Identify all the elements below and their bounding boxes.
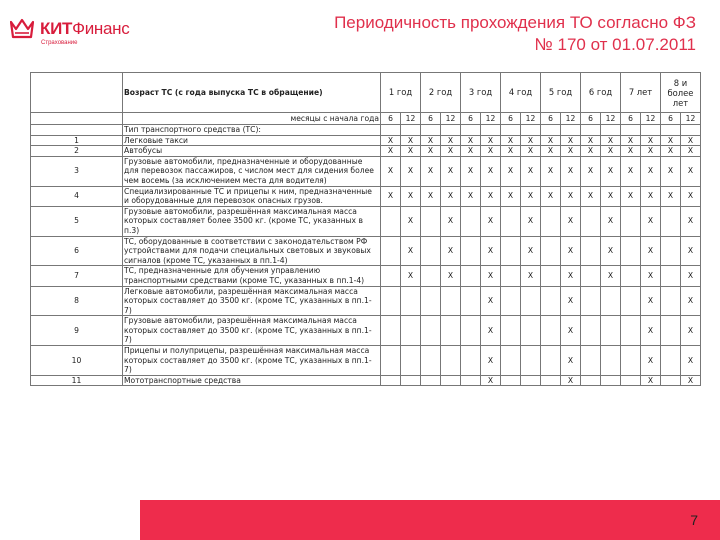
inspection-mark: Х (481, 375, 501, 386)
inspection-mark (581, 286, 601, 316)
inspection-mark (461, 266, 481, 286)
vehicle-type: Грузовые автомобили, разрешённая максимальная масса которых составляет до 3500 кг. (кроме ТС, указанных в пп.1-7) (123, 316, 381, 346)
inspection-mark (541, 286, 561, 316)
age-header: Возраст ТС (с года выпуска ТС в обращение) (123, 73, 381, 113)
inspection-mark: Х (641, 156, 661, 186)
inspection-mark: Х (381, 156, 401, 186)
inspection-mark: Х (501, 186, 521, 206)
inspection-mark (521, 316, 541, 346)
row-number: 4 (31, 186, 123, 206)
mark-cell (381, 125, 401, 136)
inspection-mark (621, 266, 641, 286)
row-number-cell (31, 125, 123, 136)
inspection-mark: Х (541, 135, 561, 146)
inspection-mark: Х (521, 206, 541, 236)
inspection-mark: Х (641, 316, 661, 346)
vehicle-type: Автобусы (123, 146, 381, 157)
inspection-mark (441, 346, 461, 376)
inspection-mark (541, 236, 561, 266)
mark-cell (461, 125, 481, 136)
footer-bar (140, 500, 720, 540)
mark-cell (681, 125, 701, 136)
mark-cell (441, 125, 461, 136)
inspection-mark: Х (641, 186, 661, 206)
title-line-1: Периодичность прохождения ТО согласно ФЗ (334, 13, 696, 32)
inspection-mark: Х (681, 146, 701, 157)
inspection-mark: Х (401, 186, 421, 206)
inspection-mark: Х (601, 236, 621, 266)
mark-cell (641, 125, 661, 136)
year-header: 4 год (501, 73, 541, 113)
page-number: 7 (690, 512, 698, 528)
inspection-mark: Х (381, 146, 401, 157)
inspection-mark (441, 286, 461, 316)
month-header: 12 (441, 113, 461, 125)
inspection-mark (581, 206, 601, 236)
row-number: 8 (31, 286, 123, 316)
inspection-mark: Х (441, 146, 461, 157)
inspection-mark (441, 375, 461, 386)
inspection-mark (441, 316, 461, 346)
mark-cell (561, 125, 581, 136)
inspection-mark: Х (441, 156, 461, 186)
inspection-mark: Х (461, 146, 481, 157)
inspection-mark: Х (601, 206, 621, 236)
inspection-mark: Х (481, 206, 501, 236)
inspection-mark: Х (401, 236, 421, 266)
inspection-mark: Х (381, 135, 401, 146)
inspection-mark (661, 236, 681, 266)
logo-subtitle: Страхование (41, 40, 78, 46)
inspection-mark: Х (681, 236, 701, 266)
inspection-schedule-table-wrapper (30, 72, 700, 492)
inspection-mark (581, 346, 601, 376)
year-header: 1 год (381, 73, 421, 113)
inspection-mark: Х (581, 156, 601, 186)
inspection-mark (621, 206, 641, 236)
inspection-mark (421, 346, 441, 376)
inspection-mark: Х (601, 156, 621, 186)
inspection-mark: Х (481, 316, 501, 346)
inspection-mark: Х (521, 135, 541, 146)
type-header-row (31, 125, 701, 136)
table-row (31, 286, 701, 316)
table-row (31, 266, 701, 286)
inspection-mark (581, 375, 601, 386)
inspection-mark (501, 316, 521, 346)
table-row (31, 316, 701, 346)
inspection-mark: Х (561, 316, 581, 346)
inspection-mark: Х (381, 186, 401, 206)
inspection-mark: Х (561, 135, 581, 146)
inspection-mark (501, 266, 521, 286)
month-header: 6 (381, 113, 401, 125)
inspection-mark: Х (501, 156, 521, 186)
inspection-mark: Х (481, 156, 501, 186)
inspection-mark (381, 286, 401, 316)
inspection-mark: Х (641, 286, 661, 316)
row-number: 6 (31, 236, 123, 266)
inspection-mark (421, 375, 441, 386)
inspection-mark (581, 266, 601, 286)
header-row-years (31, 73, 701, 113)
year-header: 7 лет (621, 73, 661, 113)
inspection-mark (501, 206, 521, 236)
vehicle-type: Грузовые автомобили, предназначенные и оборудованные для перевозок пассажиров, с числом мест для сидения более чем восемь (за исключением места для водителя) (123, 156, 381, 186)
mark-cell (601, 125, 621, 136)
inspection-mark (461, 346, 481, 376)
inspection-mark: Х (601, 266, 621, 286)
month-header: 12 (521, 113, 541, 125)
inspection-mark (461, 316, 481, 346)
inspection-mark: Х (661, 156, 681, 186)
inspection-mark (661, 286, 681, 316)
year-header: 3 год (461, 73, 501, 113)
inspection-mark: Х (441, 206, 461, 236)
inspection-mark: Х (621, 186, 641, 206)
vehicle-type: ТС, предназначенные для обучения управлению транспортными средствами (кроме ТС, указанных в пп.1-4) (123, 266, 381, 286)
inspection-mark (501, 346, 521, 376)
month-header: 6 (661, 113, 681, 125)
inspection-mark: Х (681, 346, 701, 376)
header-blank-cell (31, 73, 123, 113)
inspection-mark: Х (401, 146, 421, 157)
mark-cell (521, 125, 541, 136)
month-header: 6 (461, 113, 481, 125)
inspection-mark (501, 375, 521, 386)
inspection-mark: Х (561, 236, 581, 266)
inspection-mark (581, 236, 601, 266)
inspection-mark: Х (461, 186, 481, 206)
inspection-mark (421, 316, 441, 346)
inspection-mark: Х (401, 266, 421, 286)
mark-cell (661, 125, 681, 136)
inspection-mark (421, 236, 441, 266)
inspection-mark: Х (521, 186, 541, 206)
inspection-mark: Х (501, 146, 521, 157)
inspection-mark (381, 316, 401, 346)
inspection-mark: Х (561, 186, 581, 206)
inspection-mark (381, 346, 401, 376)
company-logo (8, 16, 148, 48)
inspection-mark: Х (641, 146, 661, 157)
header-row-months (31, 113, 701, 125)
inspection-mark: Х (561, 286, 581, 316)
inspection-mark: Х (561, 156, 581, 186)
row-number: 7 (31, 266, 123, 286)
inspection-mark: Х (601, 146, 621, 157)
inspection-mark: Х (681, 156, 701, 186)
inspection-mark: Х (441, 135, 461, 146)
inspection-mark: Х (681, 266, 701, 286)
inspection-mark: Х (521, 146, 541, 157)
month-header: 6 (541, 113, 561, 125)
inspection-mark (621, 375, 641, 386)
inspection-mark (541, 346, 561, 376)
table-row (31, 206, 701, 236)
month-header: 12 (681, 113, 701, 125)
inspection-mark: Х (481, 146, 501, 157)
months-label: месяцы с начала года (123, 113, 381, 125)
inspection-mark: Х (481, 135, 501, 146)
inspection-mark (421, 286, 441, 316)
inspection-mark: Х (661, 146, 681, 157)
inspection-mark: Х (481, 346, 501, 376)
inspection-mark: Х (641, 236, 661, 266)
inspection-mark: Х (521, 236, 541, 266)
inspection-mark: Х (441, 266, 461, 286)
inspection-mark (661, 316, 681, 346)
inspection-mark (521, 286, 541, 316)
inspection-mark: Х (481, 266, 501, 286)
inspection-mark: Х (521, 156, 541, 186)
inspection-mark (601, 346, 621, 376)
inspection-mark (581, 316, 601, 346)
inspection-mark: Х (481, 186, 501, 206)
inspection-schedule-table (30, 72, 701, 386)
inspection-mark (401, 316, 421, 346)
inspection-mark: Х (641, 346, 661, 376)
inspection-mark: Х (641, 266, 661, 286)
inspection-mark (501, 286, 521, 316)
month-header: 6 (621, 113, 641, 125)
inspection-mark: Х (461, 156, 481, 186)
table-row (31, 135, 701, 146)
inspection-mark: Х (481, 286, 501, 316)
inspection-mark: Х (421, 146, 441, 157)
inspection-mark: Х (401, 135, 421, 146)
table-row (31, 346, 701, 376)
inspection-mark: Х (581, 135, 601, 146)
inspection-mark: Х (541, 156, 561, 186)
mark-cell (541, 125, 561, 136)
inspection-mark (661, 206, 681, 236)
inspection-mark: Х (401, 206, 421, 236)
inspection-mark: Х (581, 146, 601, 157)
mark-cell (421, 125, 441, 136)
inspection-mark (521, 346, 541, 376)
inspection-mark (541, 316, 561, 346)
inspection-mark: Х (441, 236, 461, 266)
inspection-mark (401, 286, 421, 316)
inspection-mark: Х (501, 135, 521, 146)
inspection-mark (601, 316, 621, 346)
inspection-mark: Х (681, 135, 701, 146)
year-header: 5 год (541, 73, 581, 113)
inspection-mark: Х (621, 156, 641, 186)
row-number: 11 (31, 375, 123, 386)
inspection-mark: Х (521, 266, 541, 286)
vehicle-type: Легковые такси (123, 135, 381, 146)
inspection-mark: Х (561, 266, 581, 286)
inspection-mark: Х (461, 135, 481, 146)
inspection-mark (421, 266, 441, 286)
inspection-mark: Х (661, 135, 681, 146)
row-number: 10 (31, 346, 123, 376)
inspection-mark: Х (561, 346, 581, 376)
inspection-mark (461, 375, 481, 386)
inspection-mark: Х (621, 146, 641, 157)
inspection-mark (381, 266, 401, 286)
row-number: 1 (31, 135, 123, 146)
inspection-mark: Х (541, 186, 561, 206)
inspection-mark (621, 316, 641, 346)
inspection-mark: Х (621, 135, 641, 146)
month-header: 12 (601, 113, 621, 125)
inspection-mark (521, 375, 541, 386)
inspection-mark (461, 206, 481, 236)
table-row (31, 186, 701, 206)
month-header: 12 (561, 113, 581, 125)
type-header: Тип транспортного средства (ТС): (123, 125, 381, 136)
inspection-mark (381, 236, 401, 266)
inspection-mark: Х (681, 375, 701, 386)
inspection-mark: Х (641, 135, 661, 146)
year-header: 2 год (421, 73, 461, 113)
logo-crown-icon (10, 18, 34, 40)
vehicle-type: Прицепы и полуприцепы, разрешённая максимальная масса которых составляет до 3500 кг. (кроме ТС, указанных в пп.1-7) (123, 346, 381, 376)
inspection-mark (381, 375, 401, 386)
inspection-mark: Х (681, 206, 701, 236)
title-line-2: № 170 от 01.07.2011 (534, 35, 696, 54)
row-number: 3 (31, 156, 123, 186)
vehicle-type: ТС, оборудованные в соответствии с законодательством РФ устройствами для подачи специальных световых и звуковых сигналов (кроме ТС, указанных в пп.1-4) (123, 236, 381, 266)
vehicle-type: Мототранспортные средства (123, 375, 381, 386)
inspection-mark: Х (661, 186, 681, 206)
inspection-mark (421, 206, 441, 236)
mark-cell (621, 125, 641, 136)
inspection-mark (621, 346, 641, 376)
row-number: 5 (31, 206, 123, 236)
inspection-mark: Х (681, 186, 701, 206)
inspection-mark: Х (581, 186, 601, 206)
month-header: 12 (641, 113, 661, 125)
inspection-mark (661, 346, 681, 376)
month-header: 6 (501, 113, 521, 125)
vehicle-type: Грузовые автомобили, разрешённая максимальная масса которых составляет более 3500 кг. (кроме ТС, указанных в п.3) (123, 206, 381, 236)
inspection-mark: Х (401, 156, 421, 186)
inspection-mark: Х (421, 156, 441, 186)
table-row (31, 375, 701, 386)
inspection-mark: Х (541, 146, 561, 157)
inspection-mark: Х (601, 186, 621, 206)
inspection-mark: Х (481, 236, 501, 266)
inspection-mark: Х (421, 135, 441, 146)
row-number: 2 (31, 146, 123, 157)
header-blank-cell (31, 113, 123, 125)
inspection-mark (401, 346, 421, 376)
inspection-mark: Х (561, 146, 581, 157)
inspection-mark (381, 206, 401, 236)
inspection-mark (621, 286, 641, 316)
mark-cell (481, 125, 501, 136)
mark-cell (501, 125, 521, 136)
inspection-mark (541, 266, 561, 286)
inspection-mark: Х (681, 286, 701, 316)
inspection-mark: Х (441, 186, 461, 206)
vehicle-type: Специализированные ТС и прицепы к ним, предназначенные и оборудованные для перевозок опасных грузов. (123, 186, 381, 206)
inspection-mark: Х (641, 206, 661, 236)
table-row (31, 146, 701, 157)
month-header: 6 (581, 113, 601, 125)
month-header: 6 (421, 113, 441, 125)
year-header: 8 и более лет (661, 73, 701, 113)
table-row (31, 236, 701, 266)
inspection-mark (461, 286, 481, 316)
inspection-mark (661, 266, 681, 286)
inspection-mark (601, 286, 621, 316)
table-row (31, 156, 701, 186)
inspection-mark (661, 375, 681, 386)
inspection-mark: Х (421, 186, 441, 206)
inspection-mark (621, 236, 641, 266)
logo-brand-name: КИТФинанс (40, 19, 130, 38)
row-number: 9 (31, 316, 123, 346)
inspection-mark (541, 206, 561, 236)
vehicle-type: Легковые автомобили, разрешённая максимальная масса которых составляет до 3500 кг. (кроме ТС, указанных в пп.1-7) (123, 286, 381, 316)
inspection-mark (461, 236, 481, 266)
inspection-mark: Х (641, 375, 661, 386)
mark-cell (581, 125, 601, 136)
inspection-mark: Х (561, 375, 581, 386)
inspection-mark: Х (681, 316, 701, 346)
inspection-mark: Х (561, 206, 581, 236)
mark-cell (401, 125, 421, 136)
inspection-mark: Х (601, 135, 621, 146)
inspection-mark (541, 375, 561, 386)
page-title (226, 12, 696, 56)
inspection-mark (501, 236, 521, 266)
month-header: 12 (401, 113, 421, 125)
year-header: 6 год (581, 73, 621, 113)
month-header: 12 (481, 113, 501, 125)
inspection-mark (401, 375, 421, 386)
inspection-mark (601, 375, 621, 386)
